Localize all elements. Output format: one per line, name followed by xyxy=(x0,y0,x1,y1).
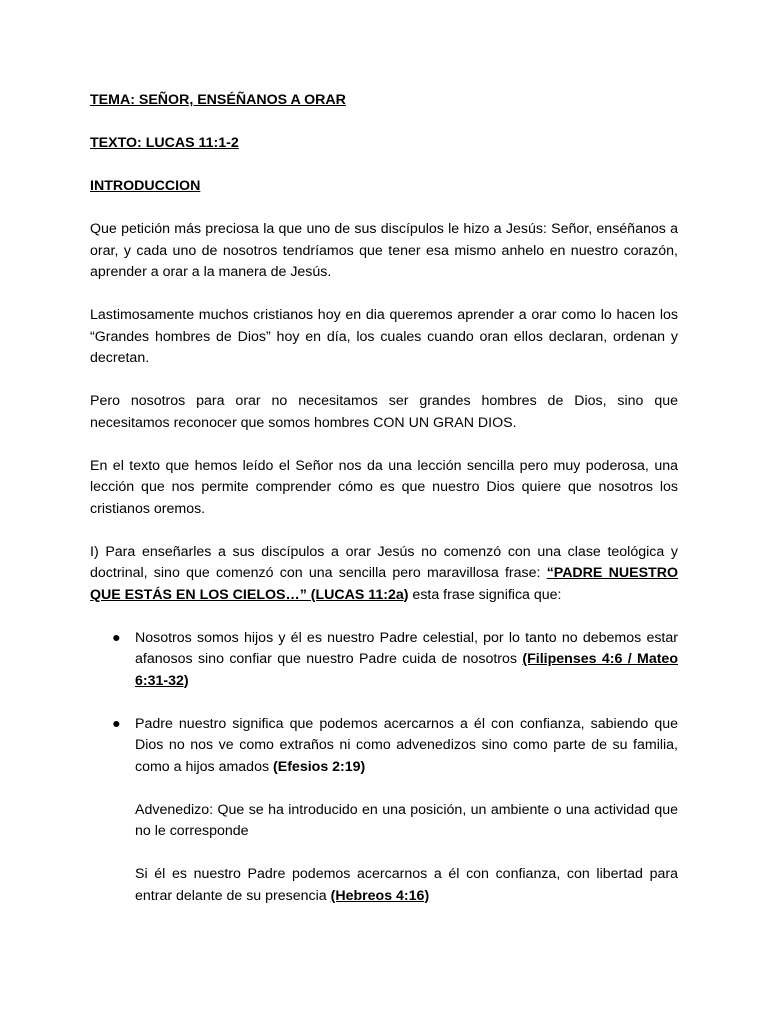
bullet-icon: ● xyxy=(112,629,121,646)
intro-paragraph-1: Que petición más preciosa la que uno de sus discípulos le hizo a Jesús: Señor, enséñanos a orar, y cada uno de nosotros tendríamos que tener esa mismo anhelo en nuestro corazón, aprender a orar a la manera de Jesús. xyxy=(90,221,678,280)
list-item-reference: (Efesios 2:19) xyxy=(273,758,366,775)
introduccion-heading: INTRODUCCION xyxy=(90,178,201,194)
list-item xyxy=(90,714,678,779)
bullet-list xyxy=(90,628,678,779)
intro-paragraph-2: Lastimosamente muchos cristianos hoy en dia queremos aprender a orar como lo hacen los “Grandes hombres de Dios” hoy en día, los cuales cuando oran ellos declaran, ordenan y decretan. xyxy=(90,307,678,366)
advenedizo-definition: Advenedizo: Que se ha introducido en una posición, un ambiente o una actividad que no le corresponde xyxy=(135,801,678,839)
padre-text: Si él es nuestro Padre podemos acercarnos a él con confianza, con libertad para entrar delante de su presencia xyxy=(135,866,678,904)
padre-reference: (Hebreos 4:16) xyxy=(330,887,430,904)
padre-paragraph xyxy=(90,864,678,907)
point-one-reference: “PADRE NUESTRO QUE ESTÁS EN LOS CIELOS…” (LUCAS 11:2a) xyxy=(90,565,678,603)
point-one-text: I) Para enseñarles a sus discípulos a orar Jesús no comenzó con una clase teológica y doctrinal, sino que comenzó con una sencilla pero maravillosa frase: xyxy=(90,543,678,581)
tema-heading: TEMA: SEÑOR, ENSÉÑANOS A ORAR xyxy=(90,92,346,108)
list-item-text: Padre nuestro significa que podemos acercarnos a él con confianza, sabiendo que Dios no nos ve como extraños ni como advenedizos sino como parte de su familia, como a hijos amados xyxy=(135,715,678,775)
list-item xyxy=(90,628,678,693)
point-one-text-after: esta frase significa que: xyxy=(408,586,562,603)
point-one-paragraph xyxy=(90,542,678,607)
document-page xyxy=(90,90,678,929)
intro-paragraph-3: Pero nosotros para orar no necesitamos ser grandes hombres de Dios, sino que necesitamos reconocer que somos hombres CON UN GRAN DIOS. xyxy=(90,393,678,431)
list-item-reference: (Filipenses 4:6 / Mateo 6:31-32) xyxy=(135,651,678,689)
intro-paragraph-4: En el texto que hemos leído el Señor nos da una lección sencilla pero muy poderosa, una lección que nos permite comprender cómo es que nuestro Dios quiere que nosotros los cristianos oremos. xyxy=(90,457,678,517)
list-item-text: Nosotros somos hijos y él es nuestro Padre celestial, por lo tanto no debemos estar afanosos sino confiar que nuestro Padre cuida de nosotros xyxy=(135,629,678,667)
bullet-icon: ● xyxy=(112,715,121,732)
texto-heading: TEXTO: LUCAS 11:1-2 xyxy=(90,135,239,151)
